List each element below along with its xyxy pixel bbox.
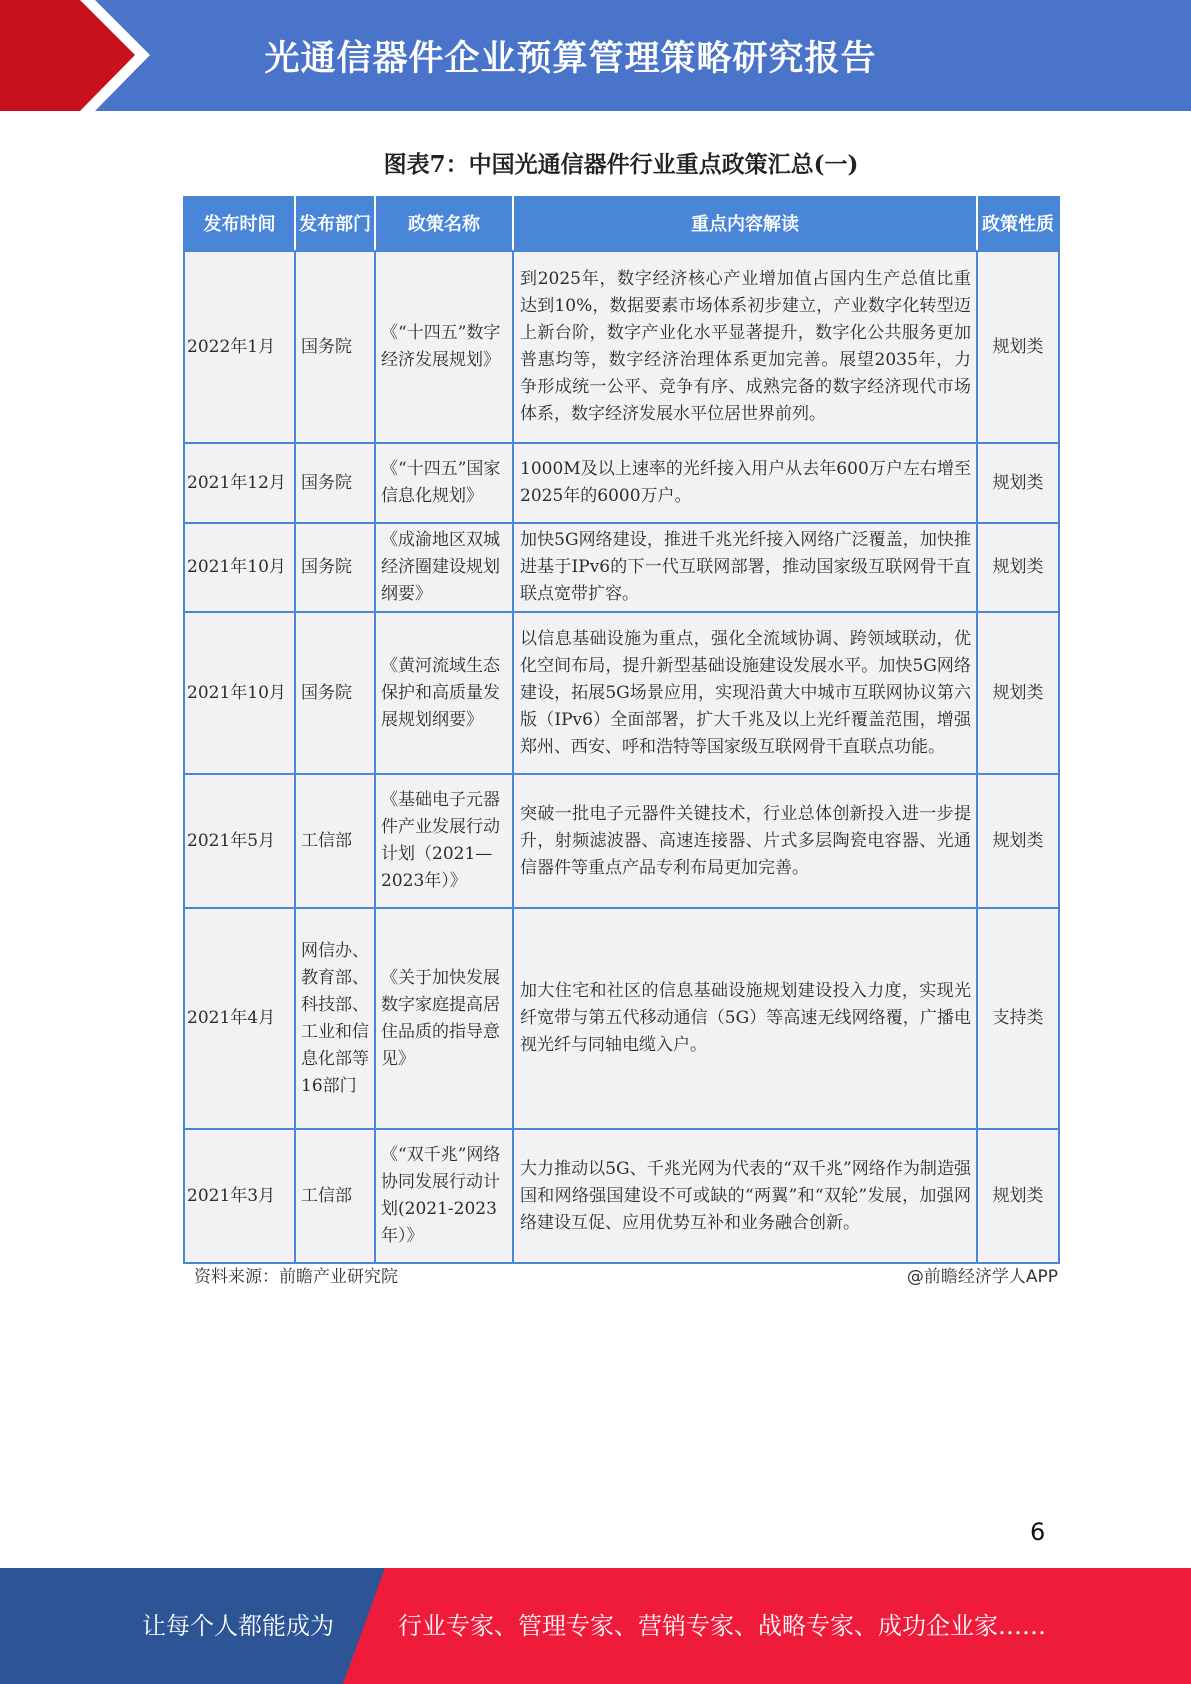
cell-type: 规划类 — [977, 523, 1059, 612]
table-row — [184, 908, 1059, 1129]
table-row — [184, 1129, 1059, 1263]
cell-type: 支持类 — [977, 908, 1059, 1129]
table-row — [184, 523, 1059, 612]
cell-dept: 网信办、教育部、科技部、工业和信息化部等16部门 — [295, 908, 375, 1129]
credit-note: @前瞻经济学人APP — [906, 1267, 1058, 1287]
cell-dept: 工信部 — [295, 1129, 375, 1263]
table-header-row — [184, 197, 1059, 251]
cell-content: 加大住宅和社区的信息基础设施规划建设投入力度，实现光纤宽带与第五代移动通信（5G）等高速无线网络覆，广播电视光纤与同轴电缆入户。 — [513, 908, 977, 1129]
cell-date: 2022年1月 — [184, 251, 295, 443]
footer-slogan-left: 让每个人都能成为 — [142, 1612, 334, 1640]
cell-policy-name: 《关于加快发展数字家庭提高居住品质的指导意见》 — [375, 908, 513, 1129]
footer-slogan-right: 行业专家、管理专家、营销专家、战略专家、成功企业家…… — [398, 1612, 1046, 1640]
cell-policy-name: 《“十四五”数字经济发展规划》 — [375, 251, 513, 443]
cell-content: 到2025年，数字经济核心产业增加值占国内生产总值比重达到10%，数据要素市场体系初步建立，产业数字化转型迈上新台阶，数字产业化水平显著提升，数字化公共服务更加普惠均等，数字经济治理体系更加完善。展望2035年，力争形成统一公平、竞争有序、成熟完备的数字经济现代市场体系，数字经济发展水平位居世界前列。 — [513, 251, 977, 443]
cell-dept: 国务院 — [295, 612, 375, 774]
header-content: 重点内容解读 — [513, 197, 977, 251]
cell-policy-name: 《“双千兆”网络协同发展行动计划(2021-2023年）》 — [375, 1129, 513, 1263]
chevron-arrow-icon — [0, 0, 160, 111]
cell-type: 规划类 — [977, 612, 1059, 774]
table-row — [184, 251, 1059, 443]
cell-date: 2021年5月 — [184, 774, 295, 908]
header-name: 政策名称 — [375, 197, 513, 251]
cell-type: 规划类 — [977, 443, 1059, 523]
cell-content: 大力推动以5G、千兆光网为代表的“双千兆”网络作为制造强国和网络强国建设不可或缺的“两翼”和“双轮”发展，加强网络建设互促、应用优势互补和业务融合创新。 — [513, 1129, 977, 1263]
cell-dept: 国务院 — [295, 523, 375, 612]
cell-policy-name: 《黄河流域生态保护和高质量发展规划纲要》 — [375, 612, 513, 774]
table-row — [184, 774, 1059, 908]
cell-dept: 工信部 — [295, 774, 375, 908]
cell-type: 规划类 — [977, 774, 1059, 908]
cell-type: 规划类 — [977, 251, 1059, 443]
table-row — [184, 443, 1059, 523]
cell-content: 加快5G网络建设，推进千兆光纤接入网络广泛覆盖，加快推进基于IPv6的下一代互联网部署，推动国家级互联网骨干直联点宽带扩容。 — [513, 523, 977, 612]
figure-title: 图表7：中国光通信器件行业重点政策汇总(一) — [383, 151, 859, 178]
cell-date: 2021年3月 — [184, 1129, 295, 1263]
header-band — [0, 0, 1191, 111]
cell-policy-name: 《基础电子元器件产业发展行动计划（2021—2023年）》 — [375, 774, 513, 908]
cell-content: 突破一批电子元器件关键技术，行业总体创新投入进一步提升，射频滤波器、高速连接器、片式多层陶瓷电容器、光通信器件等重点产品专利布局更加完善。 — [513, 774, 977, 908]
source-note: 资料来源：前瞻产业研究院 — [194, 1267, 398, 1287]
header-date: 发布时间 — [184, 197, 295, 251]
cell-type: 规划类 — [977, 1129, 1059, 1263]
page-number: 6 — [1030, 1518, 1046, 1546]
cell-content: 以信息基础设施为重点，强化全流域协调、跨领域联动，优化空间布局，提升新型基础设施建设发展水平。加快5G网络建设，拓展5G场景应用，实现沿黄大中城市互联网协议第六版（IPv6）全面部署，扩大千兆及以上光纤覆盖范围，增强郑州、西安、呼和浩特等国家级互联网骨干直联点功能。 — [513, 612, 977, 774]
footer-band — [0, 1568, 1191, 1684]
header-type: 政策性质 — [977, 197, 1059, 251]
cell-date: 2021年10月 — [184, 612, 295, 774]
cell-date: 2021年12月 — [184, 443, 295, 523]
report-title: 光通信器件企业预算管理策略研究报告 — [264, 38, 877, 79]
cell-date: 2021年10月 — [184, 523, 295, 612]
cell-date: 2021年4月 — [184, 908, 295, 1129]
cell-dept: 国务院 — [295, 251, 375, 443]
header-dept: 发布部门 — [295, 197, 375, 251]
cell-dept: 国务院 — [295, 443, 375, 523]
cell-content: 1000M及以上速率的光纤接入用户从去年600万户左右增至2025年的6000万户。 — [513, 443, 977, 523]
cell-policy-name: 《成渝地区双城经济圈建设规划纲要》 — [375, 523, 513, 612]
table-row — [184, 612, 1059, 774]
policy-table — [183, 196, 1060, 1264]
cell-policy-name: 《“十四五”国家信息化规划》 — [375, 443, 513, 523]
